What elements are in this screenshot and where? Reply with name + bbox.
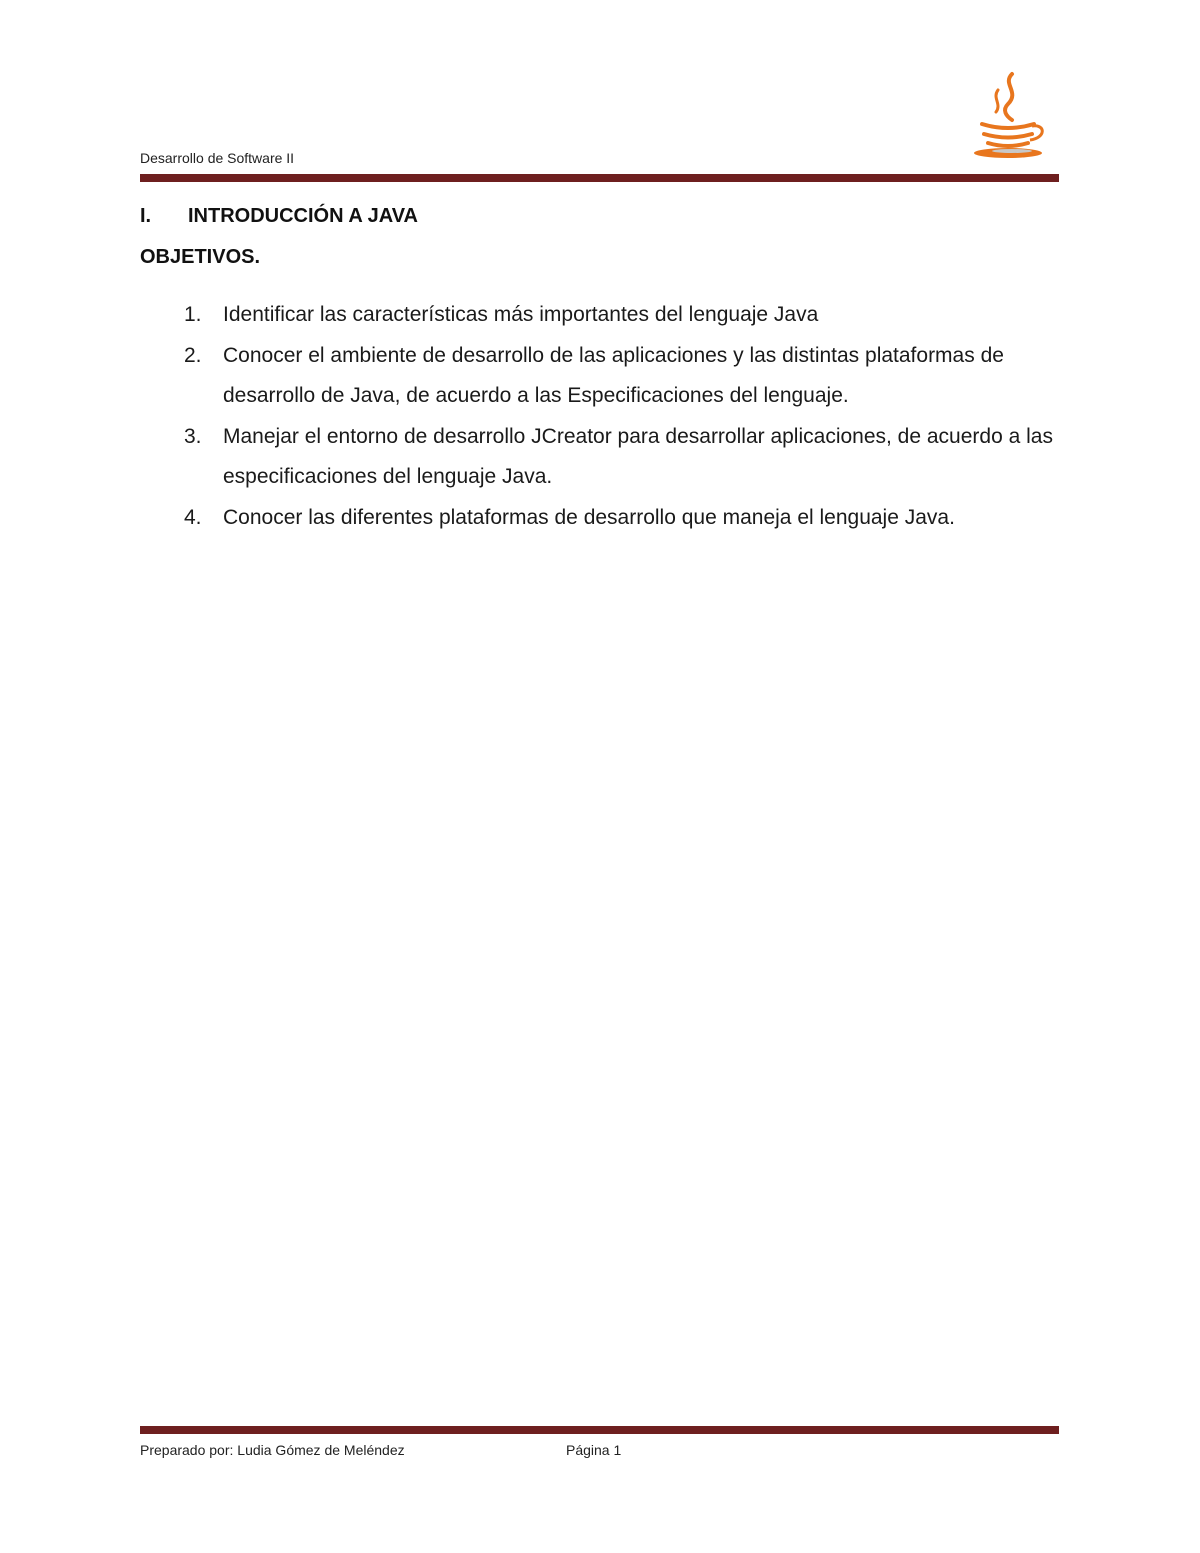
list-item bbox=[184, 417, 1084, 498]
list-item-number: 1. bbox=[184, 303, 202, 326]
header-divider bbox=[140, 174, 1059, 182]
footer-divider bbox=[140, 1426, 1059, 1434]
list-item-text: Manejar el entorno de desarrollo JCreator para desarrollar aplicaciones, de acuerdo a las especificaciones del lenguaje Java. bbox=[223, 424, 1053, 488]
section-title: INTRODUCCIÓN A JAVA bbox=[188, 205, 418, 227]
section-number: I. bbox=[140, 205, 152, 227]
objectives-list bbox=[184, 295, 1084, 538]
header-title: Desarrollo de Software II bbox=[140, 150, 295, 166]
section-heading bbox=[140, 205, 418, 228]
list-item-number: 4. bbox=[184, 505, 202, 529]
list-item-text: Conocer las diferentes plataformas de desarrollo que maneja el lenguaje Java. bbox=[223, 505, 955, 529]
objectives-heading: OBJETIVOS. bbox=[140, 246, 261, 268]
list-item-text: Conocer el ambiente de desarrollo de las aplicaciones y las distintas plataformas de desarrollo de Java, de acuerdo a las Especificaciones del lenguaje. bbox=[223, 343, 1004, 407]
list-item bbox=[184, 498, 1084, 539]
list-item bbox=[184, 295, 1084, 336]
footer-author: Preparado por: Ludia Gómez de Meléndez bbox=[140, 1442, 405, 1458]
list-item-number: 2. bbox=[184, 343, 202, 367]
list-item bbox=[184, 336, 1084, 417]
list-item-number: 3. bbox=[184, 424, 202, 448]
list-item-text: Identificar las características más importantes del lenguaje Java bbox=[223, 303, 819, 326]
footer-page-number: Página 1 bbox=[566, 1442, 622, 1458]
java-coffee-cup-icon bbox=[968, 70, 1048, 162]
